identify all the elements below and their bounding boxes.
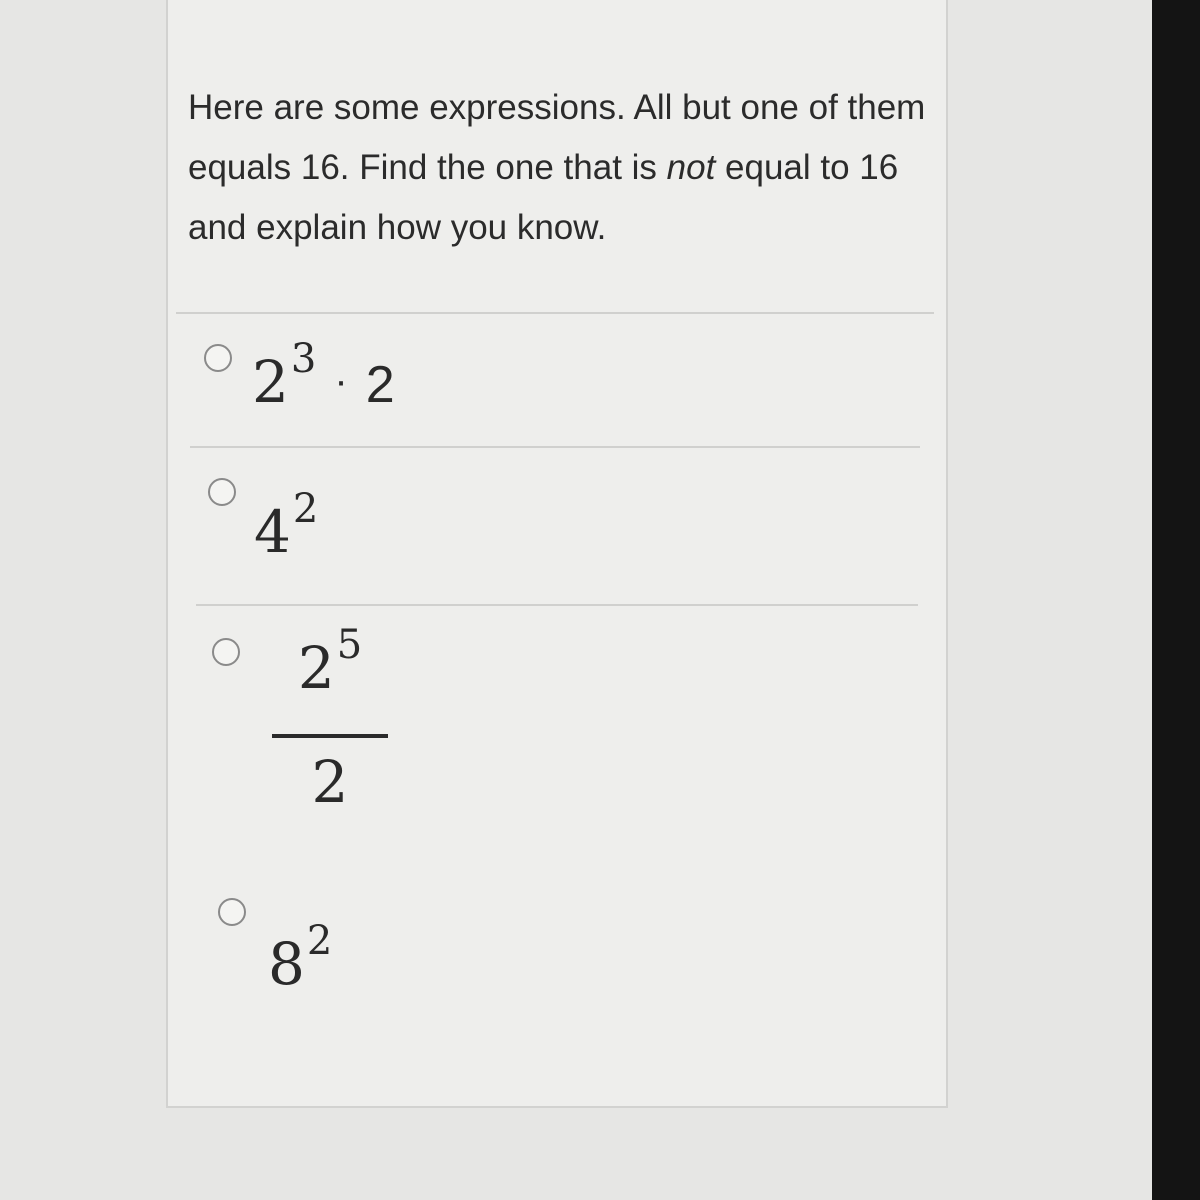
- option-1-exponent: 3: [290, 336, 317, 382]
- question-prompt: [188, 78, 928, 258]
- question-text-before: Here are some expressions. All but one of them equals 16. Find the one that is: [188, 88, 926, 187]
- question-text-after: equal to 16 and explain how you know.: [188, 148, 899, 247]
- option-1-base: 2: [252, 348, 289, 416]
- option-3-fraction-bar: [272, 734, 388, 738]
- option-3-denominator: 2: [311, 748, 349, 816]
- option-3-fraction: [272, 622, 388, 816]
- option-4-expression: [268, 918, 333, 998]
- option-4-base: 8: [268, 930, 305, 998]
- option-2-base: 4: [254, 498, 291, 566]
- option-1-operand: 2: [365, 356, 395, 414]
- options-top-divider: [176, 312, 934, 314]
- question-card: [166, 0, 948, 1108]
- question-emphasis: not: [666, 148, 716, 187]
- option-2-exponent: 2: [292, 486, 319, 532]
- option-4-exponent: 2: [306, 918, 333, 964]
- option-1-expression: [252, 336, 395, 416]
- option-1-operator: ·: [334, 359, 348, 403]
- option-4-radio[interactable]: [218, 898, 246, 926]
- option-3-numerator-base: 2: [297, 634, 335, 702]
- option-divider-1: [190, 446, 920, 448]
- option-3-numerator: [272, 622, 388, 724]
- option-1-radio[interactable]: [204, 344, 232, 372]
- option-2-expression: [254, 486, 319, 566]
- option-3-radio[interactable]: [212, 638, 240, 666]
- option-divider-2: [196, 604, 918, 606]
- option-3-numerator-exponent: 5: [336, 622, 363, 668]
- monitor-bezel: [1152, 0, 1200, 1200]
- option-2-radio[interactable]: [208, 478, 236, 506]
